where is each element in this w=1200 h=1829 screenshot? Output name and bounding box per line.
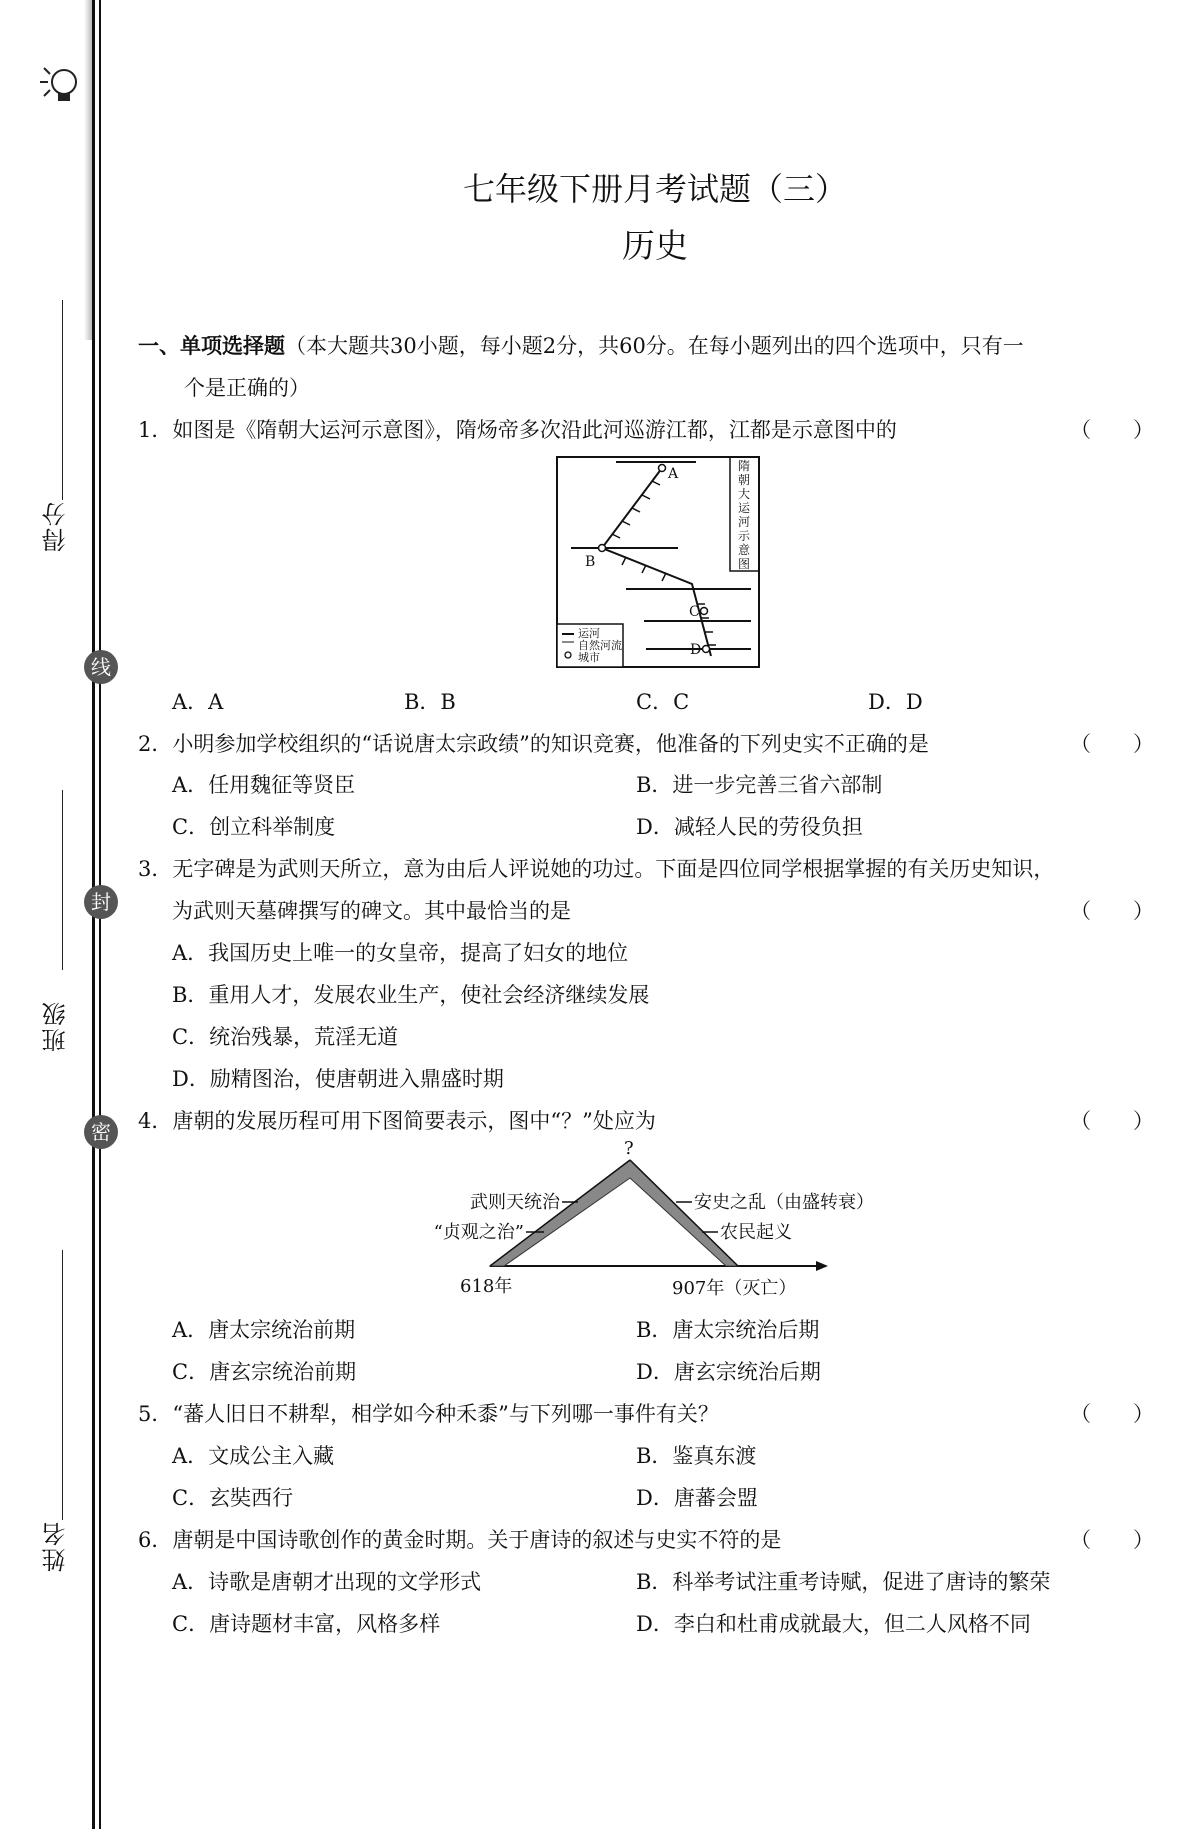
timeline-wu-zetian: 武则天统治 xyxy=(470,1192,560,1213)
map-point-a: A xyxy=(668,466,679,482)
q2-option-a: A．任用魏征等贤臣 xyxy=(172,773,356,797)
question-4-stem: 4．唐朝的发展历程可用下图简要表示，图中“？”处应为 xyxy=(138,1109,656,1133)
q5-option-d: D．唐蕃会盟 xyxy=(636,1486,758,1510)
q1-option-d: D．D xyxy=(868,690,923,714)
q1-option-b: B．B xyxy=(404,690,456,714)
map-point-c: C xyxy=(689,604,700,620)
q6-option-d: D．李白和杜甫成就最大，但二人风格不同 xyxy=(636,1612,1031,1636)
q5-option-c: C．玄奘西行 xyxy=(172,1486,294,1510)
name-blank xyxy=(62,1250,63,1520)
q4-option-c: C．唐玄宗统治前期 xyxy=(172,1360,357,1384)
q4-option-b: B．唐太宗统治后期 xyxy=(636,1318,820,1342)
timeline-start: 618年 xyxy=(460,1276,513,1297)
q5-option-b: B．鉴真东渡 xyxy=(636,1444,757,1468)
legend-city: 城市 xyxy=(578,651,600,664)
question-1-stem: 1．如图是《隋朝大运河示意图》，隋炀帝多次沿此河巡游江都，江都是示意图中的 xyxy=(138,418,897,442)
section-title: 一、单项选择题 xyxy=(138,334,285,358)
q5-option-a: A．文成公主入藏 xyxy=(172,1444,335,1468)
seal-secret-mark: 密 xyxy=(84,1115,118,1149)
section-desc-1: （本大题共30小题，每小题2分，共60分。在每小题列出的四个选项中，只有一 xyxy=(285,334,1024,358)
map-title-char: 河 xyxy=(737,515,751,529)
q2-option-b: B．进一步完善三省六部制 xyxy=(636,773,883,797)
class-label: 班级 xyxy=(42,1000,70,1052)
lightbulb-icon xyxy=(36,60,88,112)
timeline-peasant: 农民起义 xyxy=(720,1222,792,1243)
map-point-d: D xyxy=(690,642,702,658)
q6-option-c: C．唐诗题材丰富，风格多样 xyxy=(172,1612,441,1636)
map-title-char: 示 xyxy=(737,529,751,543)
canal-map-figure xyxy=(556,456,760,668)
map-title-char: 朝 xyxy=(737,473,751,487)
exam-title: 七年级下册月考试题（三） xyxy=(462,170,847,208)
score-blank xyxy=(62,300,63,500)
question-6-stem: 6．唐朝是中国诗歌创作的黄金时期。关于唐诗的叙述与史实不符的是 xyxy=(138,1528,782,1552)
question-4-answer: （ ） xyxy=(1070,1109,1154,1133)
q3-option-c: C．统治残暴，荒淫无道 xyxy=(172,1025,399,1049)
map-title-char: 隋 xyxy=(737,459,751,473)
section-desc-2: 个是正确的） xyxy=(184,376,310,400)
q2-option-c: C．创立科举制度 xyxy=(172,815,336,839)
legend-canal: 运河 xyxy=(578,627,600,640)
map-title-char: 运 xyxy=(737,501,751,515)
map-title-char: 意 xyxy=(737,543,751,557)
q1-option-a: A．A xyxy=(172,690,224,714)
legend-river: 自然河流 xyxy=(578,639,622,652)
q6-option-b: B．科举考试注重考诗赋，促进了唐诗的繁荣 xyxy=(636,1570,1051,1594)
map-title-char: 大 xyxy=(737,487,751,501)
question-5-stem: 5．“蕃人旧日不耕犁，相学如今种禾黍”与下列哪一事件有关？ xyxy=(138,1402,719,1426)
q2-option-d: D．减轻人民的劳役负担 xyxy=(636,815,863,839)
question-3-stem-2: 为武则天墓碑撰写的碑文。其中最恰当的是 xyxy=(172,899,571,923)
question-3-stem-1: 3．无字碑是为武则天所立，意为由后人评说她的功过。下面是四位同学根据掌握的有关历史知识， xyxy=(138,857,1055,881)
section-heading xyxy=(138,330,1024,360)
q3-option-a: A．我国历史上唯一的女皇帝，提高了妇女的地位 xyxy=(172,941,629,965)
map-point-b: B xyxy=(585,554,596,570)
q4-option-d: D．唐玄宗统治后期 xyxy=(636,1360,821,1384)
exam-subject: 历史 xyxy=(622,226,688,265)
timeline-end: 907年（灭亡） xyxy=(672,1278,797,1299)
question-6-answer: （ ） xyxy=(1070,1528,1154,1552)
q6-option-a: A．诗歌是唐朝才出现的文学形式 xyxy=(172,1570,482,1594)
seal-seal-mark: 封 xyxy=(84,885,118,919)
q4-option-a: A．唐太宗统治前期 xyxy=(172,1318,356,1342)
timeline-anshi: 安史之乱（由盛转衰） xyxy=(694,1192,874,1213)
question-3-answer: （ ） xyxy=(1070,899,1154,923)
map-title-char: 图 xyxy=(737,557,751,571)
name-label: 姓名 xyxy=(42,1520,70,1572)
timeline-peak: ? xyxy=(624,1140,634,1159)
question-1-answer: （ ） xyxy=(1070,418,1154,442)
tang-timeline-figure xyxy=(420,1140,920,1300)
q3-option-b: B．重用人才，发展农业生产，使社会经济继续发展 xyxy=(172,983,650,1007)
question-5-answer: （ ） xyxy=(1070,1402,1154,1426)
class-blank xyxy=(62,790,63,970)
question-2-answer: （ ） xyxy=(1070,732,1154,756)
q3-option-d: D．励精图治，使唐朝进入鼎盛时期 xyxy=(172,1067,504,1091)
timeline-zhenguan: “贞观之治” xyxy=(433,1222,524,1243)
q1-option-c: C．C xyxy=(636,690,690,714)
score-label: 得分 xyxy=(42,500,70,552)
question-2-stem: 2．小明参加学校组织的“话说唐太宗政绩”的知识竞赛，他准备的下列史实不正确的是 xyxy=(138,732,929,756)
seal-line-mark: 线 xyxy=(84,650,118,684)
